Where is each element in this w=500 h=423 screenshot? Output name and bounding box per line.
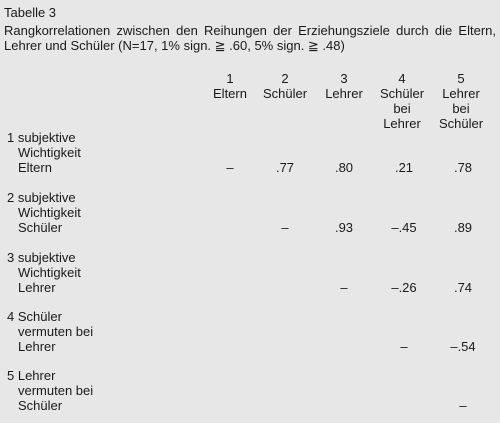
column-header-2: 2 Schüler xyxy=(262,71,308,101)
column-header-4: 4 Schüler bei Lehrer xyxy=(379,71,425,131)
cell-r2-c2: – xyxy=(281,220,289,235)
row-label-1: 1 subjektive Wichtigkeit Eltern xyxy=(7,130,81,175)
table-caption: Tabelle 3 xyxy=(4,5,57,20)
row-label-2: 2 subjektive Wichtigkeit Schüler xyxy=(7,190,81,235)
column-header-3: 3 Lehrer xyxy=(325,71,363,101)
cell-r2-c5: .89 xyxy=(453,220,473,235)
row-label-3: 3 subjektive Wichtigkeit Lehrer xyxy=(7,250,81,295)
row-label-5: 5 Lehrer vermuten bei Schüler xyxy=(7,368,94,413)
row-label-4: 4 Schüler vermuten bei Lehrer xyxy=(7,309,94,354)
cell-r1-c5: .78 xyxy=(453,160,473,175)
cell-r1-c3: .80 xyxy=(334,160,354,175)
cell-r2-c4: –.45 xyxy=(391,220,417,235)
cell-r2-c3: .93 xyxy=(334,220,354,235)
cell-r1-c4: .21 xyxy=(394,160,414,175)
cell-r4-c5: –.54 xyxy=(450,339,476,354)
column-header-1: 1 Eltern xyxy=(213,71,247,101)
cell-r1-c2: .77 xyxy=(275,160,295,175)
cell-r3-c5: .74 xyxy=(453,280,473,295)
cell-r3-c3: – xyxy=(340,280,348,295)
cell-r3-c4: –.26 xyxy=(391,280,417,295)
cell-r5-c5: – xyxy=(459,398,467,413)
table-subtitle: Rangkorrelationen zwischen den Reihungen der Erziehungsziele durch die Eltern, Lehrer und Schüler (N=17, 1% sign. ≧ .60, 5% sign. ≧ .48) xyxy=(4,23,496,53)
column-header-5: 5 Lehrer bei Schüler xyxy=(438,71,484,131)
cell-r1-c1: – xyxy=(226,160,234,175)
cell-r4-c4: – xyxy=(400,339,408,354)
